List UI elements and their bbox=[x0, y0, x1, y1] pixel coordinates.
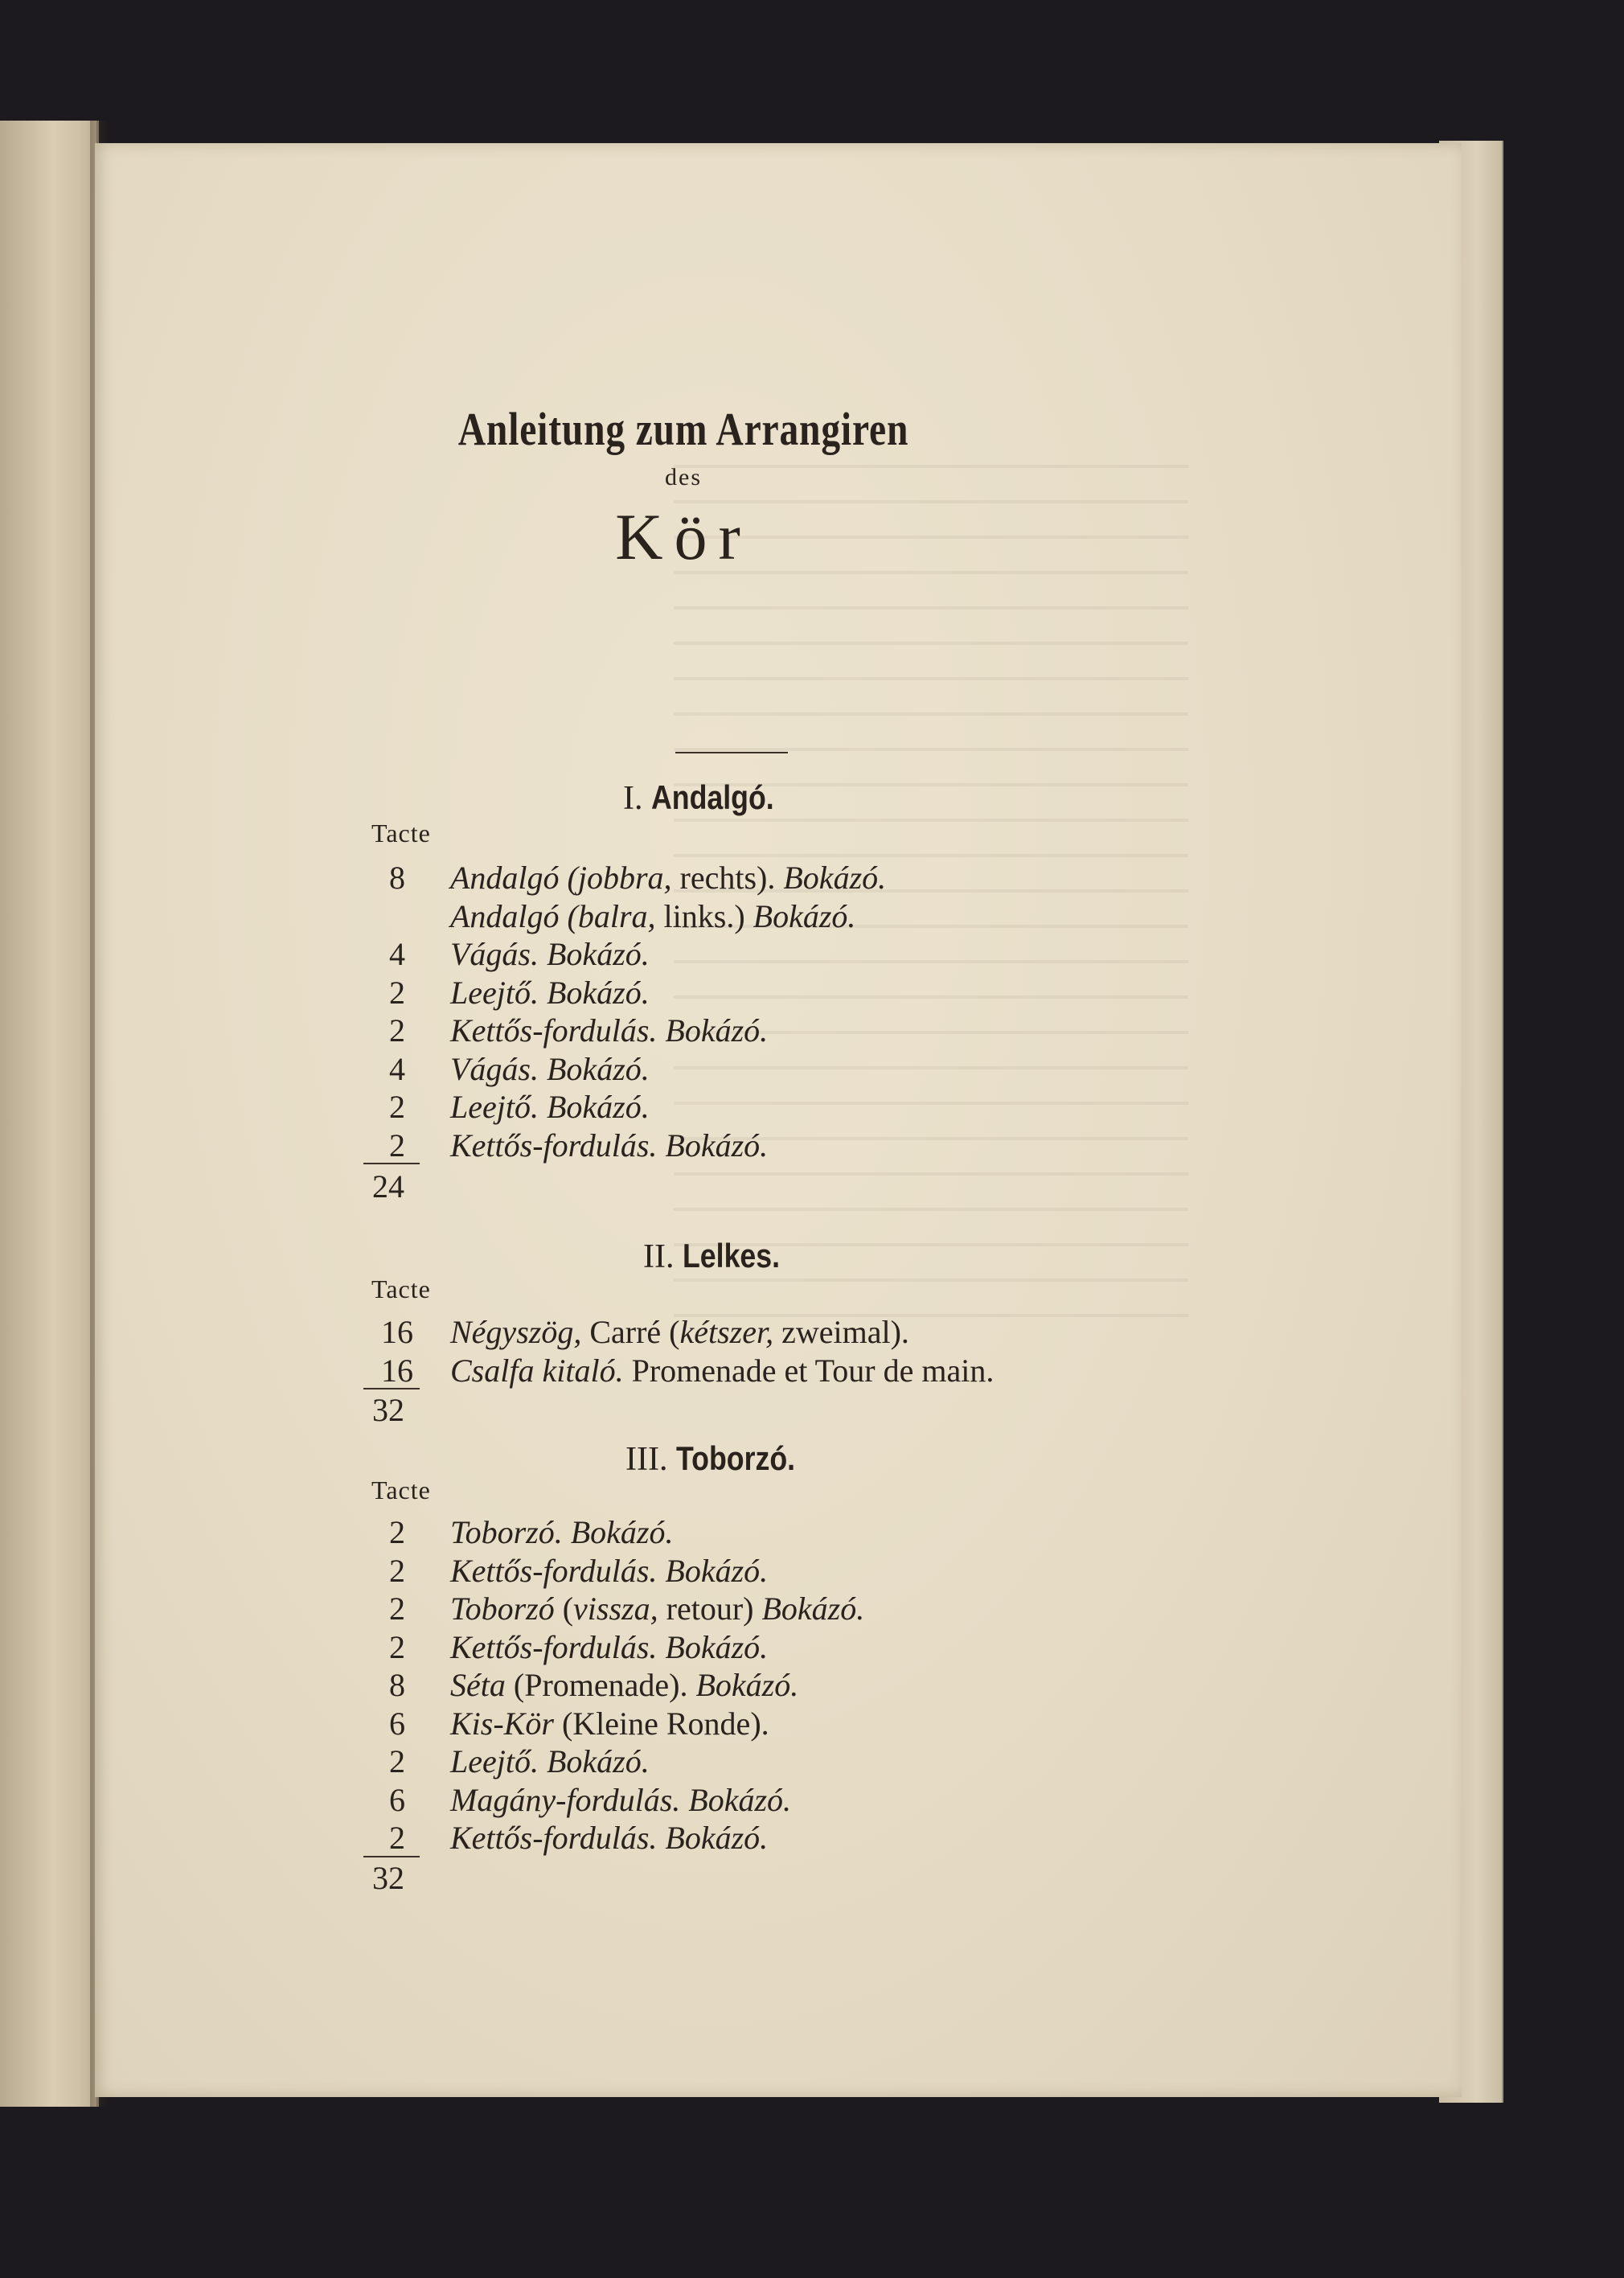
figure-description bbox=[450, 1088, 650, 1126]
heading-rule bbox=[675, 752, 788, 753]
bar-count: 2 bbox=[389, 1514, 405, 1550]
sum-rule bbox=[363, 1163, 420, 1164]
figure-description bbox=[450, 1628, 768, 1666]
bar-count: 2 bbox=[389, 1089, 405, 1125]
hungarian-term: Toborzó bbox=[450, 1590, 555, 1627]
figure-description bbox=[450, 1781, 791, 1819]
hungarian-term: Vágás. Bokázó. bbox=[450, 1050, 650, 1087]
translation-text: (Kleine Ronde). bbox=[553, 1705, 769, 1742]
bar-count: 16 bbox=[381, 1314, 413, 1350]
hungarian-term: Kettős-fordulás. Bokázó. bbox=[450, 1552, 769, 1589]
figure-description bbox=[450, 1313, 909, 1351]
hungarian-term: Andalgó (balra, bbox=[450, 897, 656, 934]
hungarian-term: Kettős-fordulás. Bokázó. bbox=[450, 1820, 769, 1856]
hungarian-term: Vágás. Bokázó. bbox=[450, 936, 650, 972]
bar-count: 8 bbox=[389, 1667, 405, 1703]
page-title: Anleitung zum Arrangiren bbox=[457, 403, 909, 455]
hungarian-term: Andalgó (jobbra, bbox=[450, 860, 672, 896]
sum-rule bbox=[363, 1388, 420, 1389]
hungarian-term: Séta bbox=[450, 1667, 506, 1703]
figure-description bbox=[450, 1819, 768, 1857]
section-name: Andalgó. bbox=[651, 778, 774, 816]
figure-description bbox=[450, 1050, 650, 1088]
bar-count: 16 bbox=[381, 1352, 413, 1389]
translation-text: (Promenade). bbox=[505, 1667, 696, 1703]
hungarian-term: Leejtő. Bokázó. bbox=[450, 974, 650, 1011]
previous-page-edge bbox=[0, 121, 99, 2107]
section-total: 24 bbox=[372, 1168, 404, 1205]
figure-description bbox=[450, 1666, 798, 1704]
bar-count: 2 bbox=[389, 974, 405, 1011]
translation-text: rechts). bbox=[671, 860, 784, 896]
section-numeral: II. bbox=[643, 1238, 675, 1275]
hungarian-term: Kis-Kör bbox=[450, 1705, 554, 1742]
figure-description bbox=[450, 974, 650, 1012]
hungarian-term: Leejtő. Bokázó. bbox=[450, 1089, 650, 1125]
hungarian-term: Kettős-fordulás. Bokázó. bbox=[450, 1127, 769, 1164]
sum-rule bbox=[363, 1856, 420, 1857]
translation-text: ( bbox=[554, 1590, 574, 1627]
translation-text: Carré ( bbox=[581, 1314, 680, 1350]
bar-count: 2 bbox=[389, 1590, 405, 1627]
bar-count: 2 bbox=[389, 1628, 405, 1665]
hungarian-term: kétszer, bbox=[679, 1314, 774, 1350]
section-title bbox=[623, 778, 796, 818]
tacte-label: Tacte bbox=[371, 1476, 431, 1504]
translation-text: Promenade et Tour de main. bbox=[623, 1352, 994, 1389]
hungarian-term: Magány-fordulás. Bokázó. bbox=[450, 1781, 792, 1818]
bar-count: 2 bbox=[389, 1820, 405, 1856]
hungarian-term: Négyszög, bbox=[450, 1314, 582, 1350]
tacte-label: Tacte bbox=[371, 1274, 431, 1303]
hungarian-term: Bokázó. bbox=[761, 1590, 865, 1627]
hungarian-term: Kettős-fordulás. Bokázó. bbox=[450, 1012, 769, 1049]
section-total: 32 bbox=[372, 1392, 404, 1428]
hungarian-term: Bokázó. bbox=[783, 860, 887, 896]
figure-description bbox=[450, 1552, 768, 1590]
dance-name: Kör bbox=[615, 500, 752, 573]
section-name: Lelkes. bbox=[682, 1237, 781, 1274]
figure-description bbox=[450, 1590, 864, 1627]
hungarian-term: Leejtő. Bokázó. bbox=[450, 1743, 650, 1779]
figure-description bbox=[450, 1012, 768, 1049]
figure-description bbox=[450, 1352, 994, 1389]
bar-count: 2 bbox=[389, 1552, 405, 1589]
figure-description bbox=[450, 859, 886, 897]
figure-description bbox=[450, 1742, 650, 1780]
hungarian-term: Bokázó. bbox=[695, 1667, 799, 1703]
bar-count: 2 bbox=[389, 1743, 405, 1779]
hungarian-term: Toborzó. Bokázó. bbox=[450, 1514, 674, 1550]
page-heading bbox=[362, 402, 1005, 575]
bar-count: 8 bbox=[389, 860, 405, 896]
translation-text: links.) bbox=[655, 897, 753, 934]
figure-description bbox=[450, 935, 650, 973]
bar-count: 6 bbox=[389, 1705, 405, 1742]
hungarian-term: Bokázó. bbox=[753, 897, 856, 934]
section-numeral: III. bbox=[625, 1441, 668, 1478]
figure-description bbox=[450, 1127, 768, 1164]
translation-text: retour) bbox=[658, 1590, 762, 1627]
section-total: 32 bbox=[372, 1859, 404, 1896]
hungarian-term: vissza, bbox=[573, 1590, 658, 1627]
bar-count: 2 bbox=[389, 1127, 405, 1164]
figure-description bbox=[450, 897, 855, 935]
hungarian-term: Csalfa kitaló. bbox=[450, 1352, 624, 1389]
section-name: Toborzó. bbox=[675, 1439, 796, 1477]
section-title bbox=[643, 1237, 797, 1276]
figure-description bbox=[450, 1705, 769, 1742]
bar-count: 2 bbox=[389, 1012, 405, 1049]
hungarian-term: Kettős-fordulás. Bokázó. bbox=[450, 1628, 769, 1665]
page-subtitle: des bbox=[665, 464, 702, 490]
bar-count: 4 bbox=[389, 1050, 405, 1087]
section-title bbox=[625, 1439, 816, 1479]
tacte-label: Tacte bbox=[371, 819, 431, 848]
translation-text: zweimal). bbox=[773, 1314, 909, 1350]
section-numeral: I. bbox=[623, 780, 643, 817]
bar-count: 4 bbox=[389, 936, 405, 972]
bar-count: 6 bbox=[389, 1781, 405, 1818]
figure-description bbox=[450, 1513, 673, 1551]
